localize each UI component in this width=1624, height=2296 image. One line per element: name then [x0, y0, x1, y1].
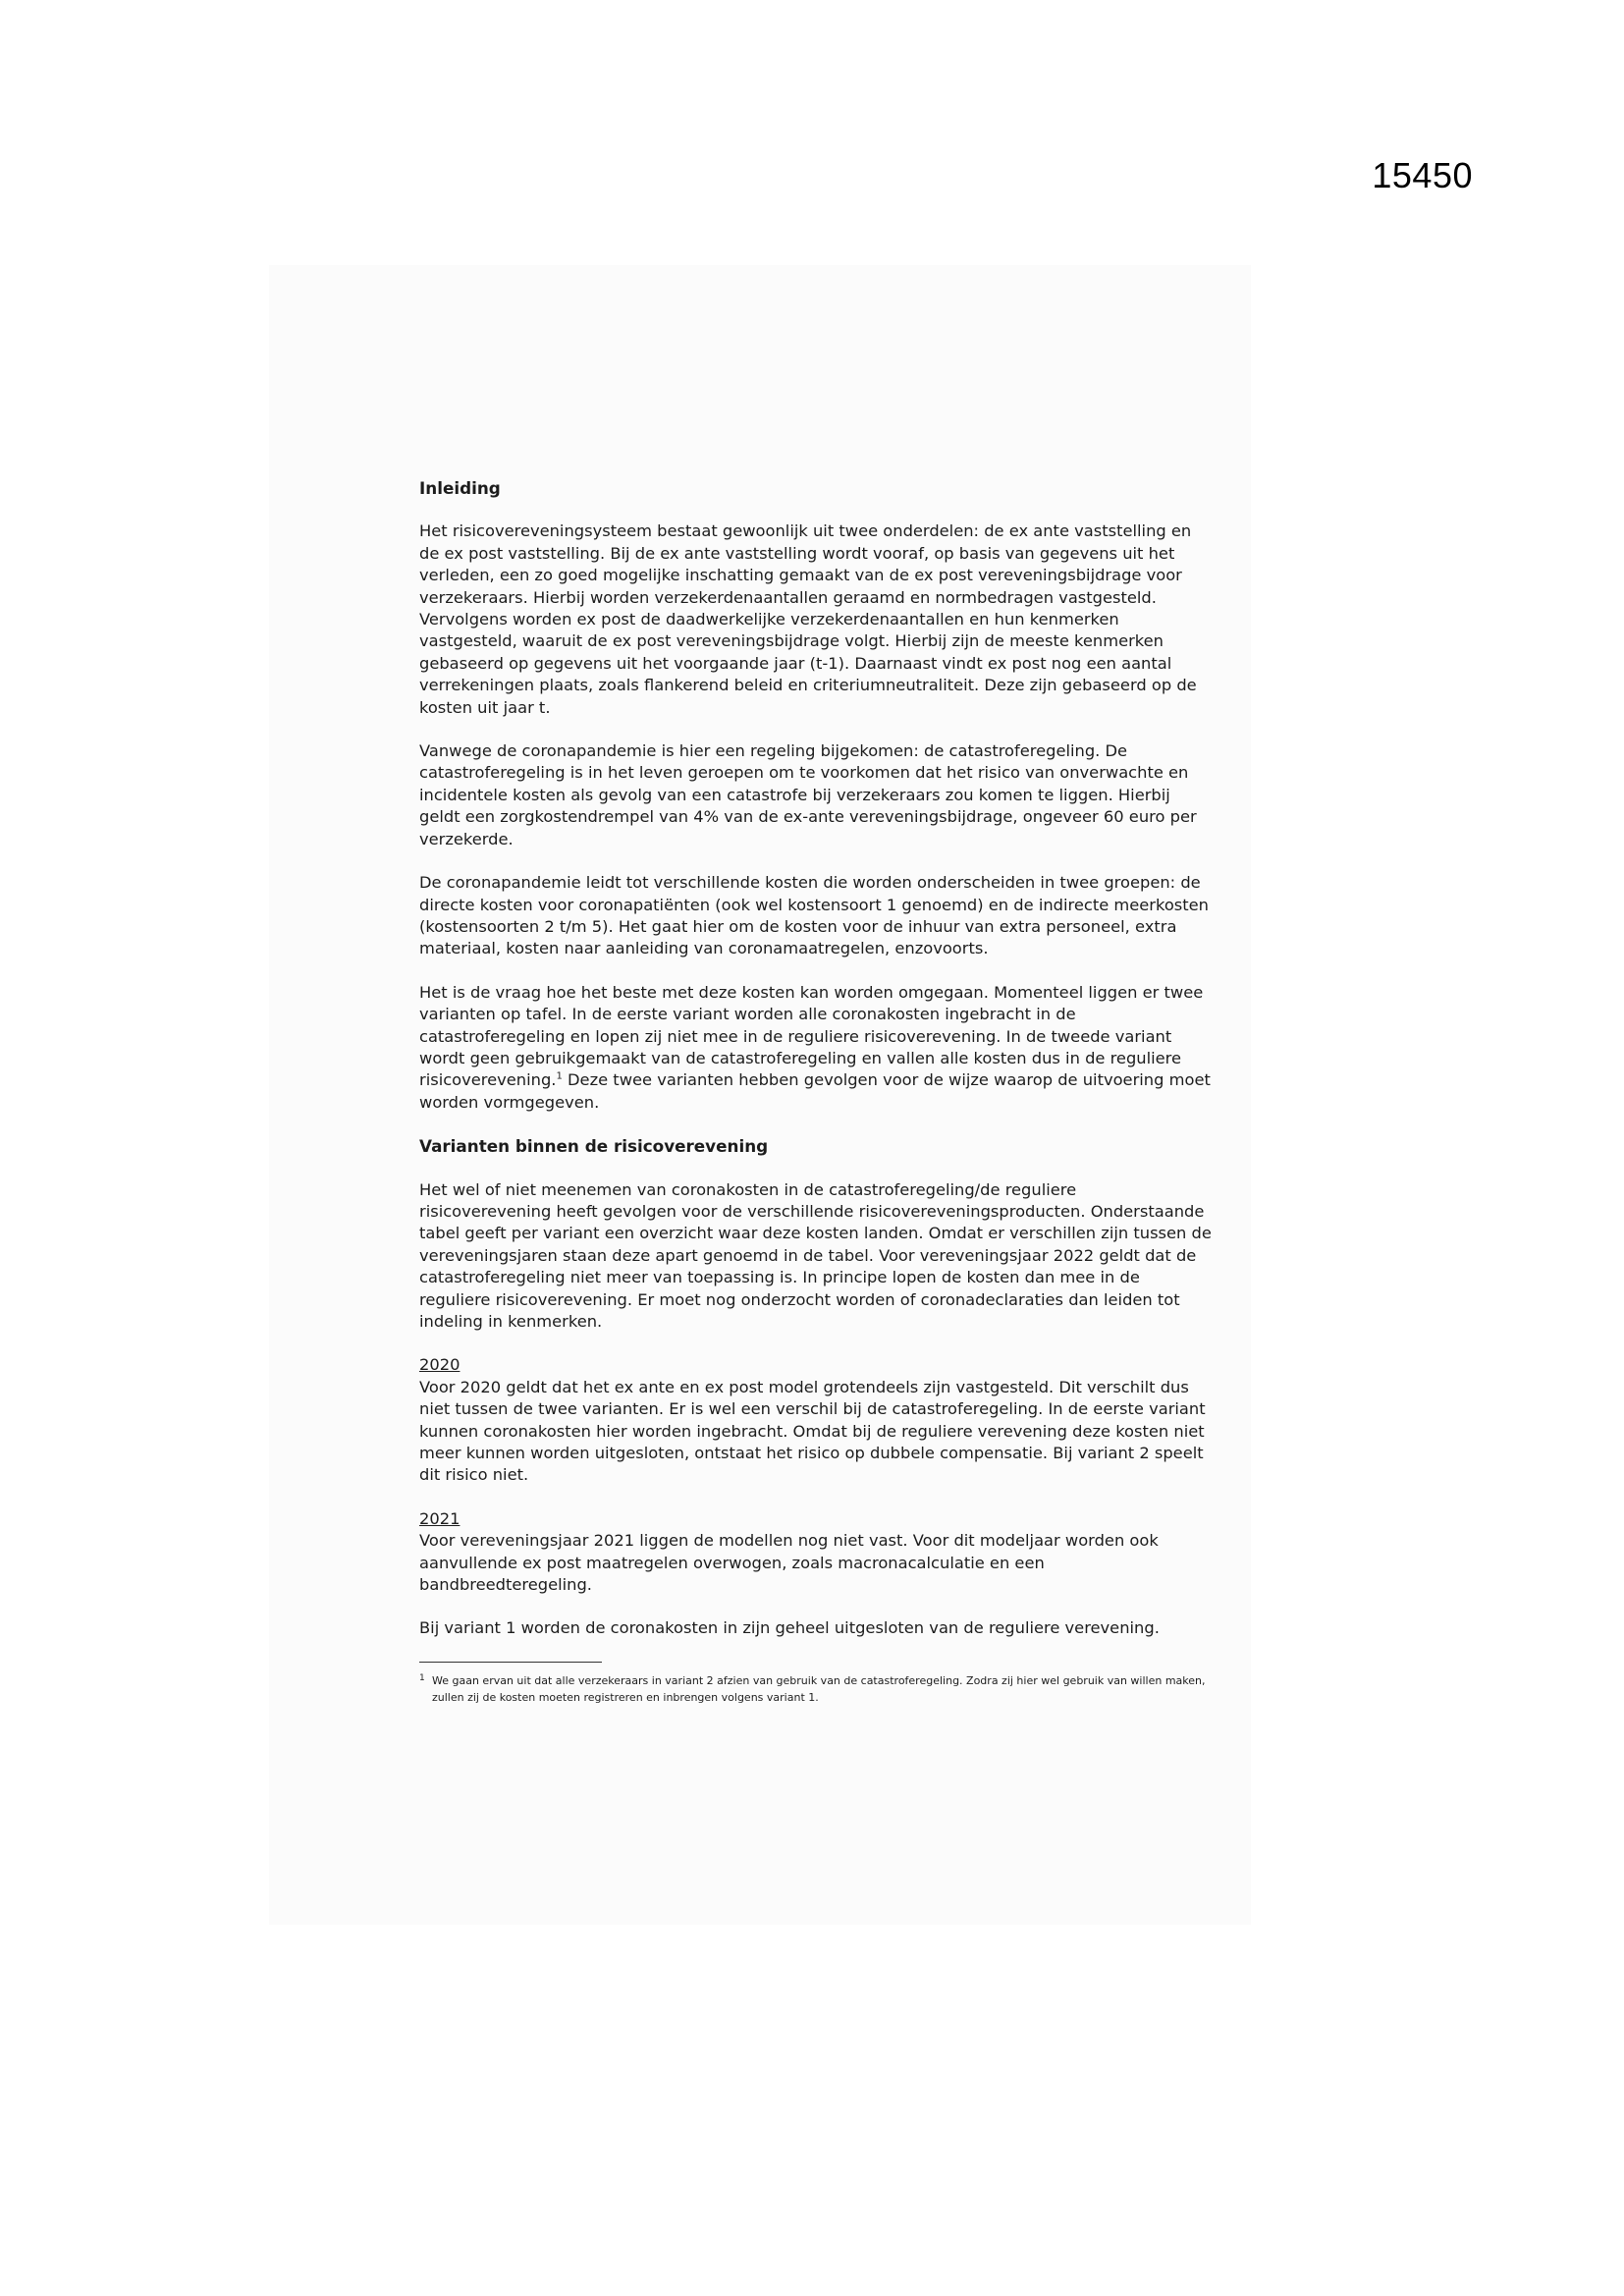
paragraph-intro-4-text: Het is de vraag hoe het beste met deze kosten kan worden omgegaan. Momenteel liggen er twee varianten op tafel. In de eerste variant worden alle coronakosten ingebracht in de catastroferegeling en lopen zij niet mee in de reguliere risicoverevening. In de tweede variant wordt geen gebruikgemaakt van de catastroferegeling en vallen alle kosten dus in de reguliere risicoverevening. [419, 982, 1204, 1090]
document-body [419, 477, 1213, 1706]
paragraph-2020: Voor 2020 geldt dat het ex ante en ex post model grotendeels zijn vastgesteld. Dit verschilt dus niet tussen de twee varianten. Er is wel een verschil bij de catastroferegeling. In de eerste variant kunnen coronakosten hier worden ingebracht. Omdat bij de reguliere verevening deze kosten niet meer kunnen worden uitgesloten, ontstaat het risico op dubbele compensatie. Bij variant 2 speelt dit risico niet. [419, 1377, 1206, 1485]
year-heading-2021: 2021 [419, 1508, 460, 1528]
footnote-mark: 1 [419, 1672, 425, 1683]
section-heading-inleiding: Inleiding [419, 478, 501, 498]
footnote-text: We gaan ervan uit dat alle verzekeraars in variant 2 afzien van gebruik van de catastroferegeling. Zodra zij hier wel gebruik van willen maken, zullen zij de kosten moeten registreren en inbrengen volgens variant 1. [432, 1673, 1206, 1704]
footnote [419, 1672, 1213, 1706]
paragraph-intro-2: Vanwege de coronapandemie is hier een regeling bijgekomen: de catastroferegeling. De catastroferegeling is in het leven geroepen om te voorkomen dat het risico van onverwachte en incidentele kosten als gevolg van een catastrofe bij verzekeraars zou komen te liggen. Hierbij geldt een zorgkostendrempel van 4% van de ex-ante vereveningsbijdrage, ongeveer 60 euro per verzekerde. [419, 741, 1197, 848]
paragraph-variants-1: Het wel of niet meenemen van coronakosten in de catastroferegeling/de reguliere risicoverevening heeft gevolgen voor de verschillende risicovereveningsproducten. Onderstaande tabel geeft per variant een overzicht waar deze kosten landen. Omdat er verschillen zijn tussen de vereveningsjaren staan deze apart genoemd in de tabel. Voor vereveningsjaar 2022 geldt dat de catastroferegeling niet meer van toepassing is. In principe lopen de kosten dan mee in de reguliere risicoverevening. Er moet nog onderzocht worden of coronadeclaraties dan leiden tot indeling in kenmerken. [419, 1179, 1212, 1331]
paragraph-intro-4-text-end: Deze twee varianten hebben gevolgen voor de wijze waarop de uitvoering moet worden vormgegeven. [419, 1070, 1211, 1112]
paragraph-variant-1: Bij variant 1 worden de coronakosten in zijn geheel uitgesloten van de reguliere verevening. [419, 1618, 1160, 1638]
footnote-reference[interactable]: 1 [556, 1070, 563, 1082]
paragraph-intro-1: Het risicovereveningsysteem bestaat gewoonlijk uit twee onderdelen: de ex ante vaststelling en de ex post vaststelling. Bij de ex ante vaststelling wordt vooraf, op basis van gegevens uit het verleden, een zo goed mogelijke inschatting gemaakt van de ex post vereveningsbijdrage voor verzekeraars. Hierbij worden verzekerdenaantallen geraamd en normbedragen vastgesteld. Vervolgens worden ex post de daadwerkelijke verzekerdenaantallen en hun kenmerken vastgesteld, waaruit de ex post vereveningsbijdrage volgt. Hierbij zijn de meeste kenmerken gebaseerd op gegevens uit het voorgaande jaar (t-1). Daarnaast vindt ex post nog een aantal verrekeningen plaats, zoals flankerend beleid en criteriumneutraliteit. Deze zijn gebaseerd op de kosten uit jaar t. [419, 521, 1197, 717]
paragraph-intro-4 [419, 982, 1213, 1114]
page-number: 15450 [1372, 155, 1473, 195]
paragraph-intro-3: De coronapandemie leidt tot verschillende kosten die worden onderscheiden in twee groepen: de directe kosten voor coronapatiënten (ook wel kostensoort 1 genoemd) en de indirecte meerkosten (kostensoorten 2 t/m 5). Het gaat hier om de kosten voor de inhuur van extra personeel, extra materiaal, kosten naar aanleiding van coronamaatregelen, enzovoorts. [419, 873, 1210, 958]
section-heading-varianten: Varianten binnen de risicoverevening [419, 1136, 769, 1157]
paragraph-2021: Voor vereveningsjaar 2021 liggen de modellen nog niet vast. Voor dit modeljaar worden ook aanvullende ex post maatregelen overwogen, zoals macronacalculatie en een bandbreedteregeling. [419, 1531, 1159, 1595]
year-block-2020 [419, 1354, 1213, 1486]
year-heading-2020: 2020 [419, 1355, 460, 1375]
year-block-2021 [419, 1508, 1213, 1597]
footnote-divider [419, 1662, 602, 1663]
